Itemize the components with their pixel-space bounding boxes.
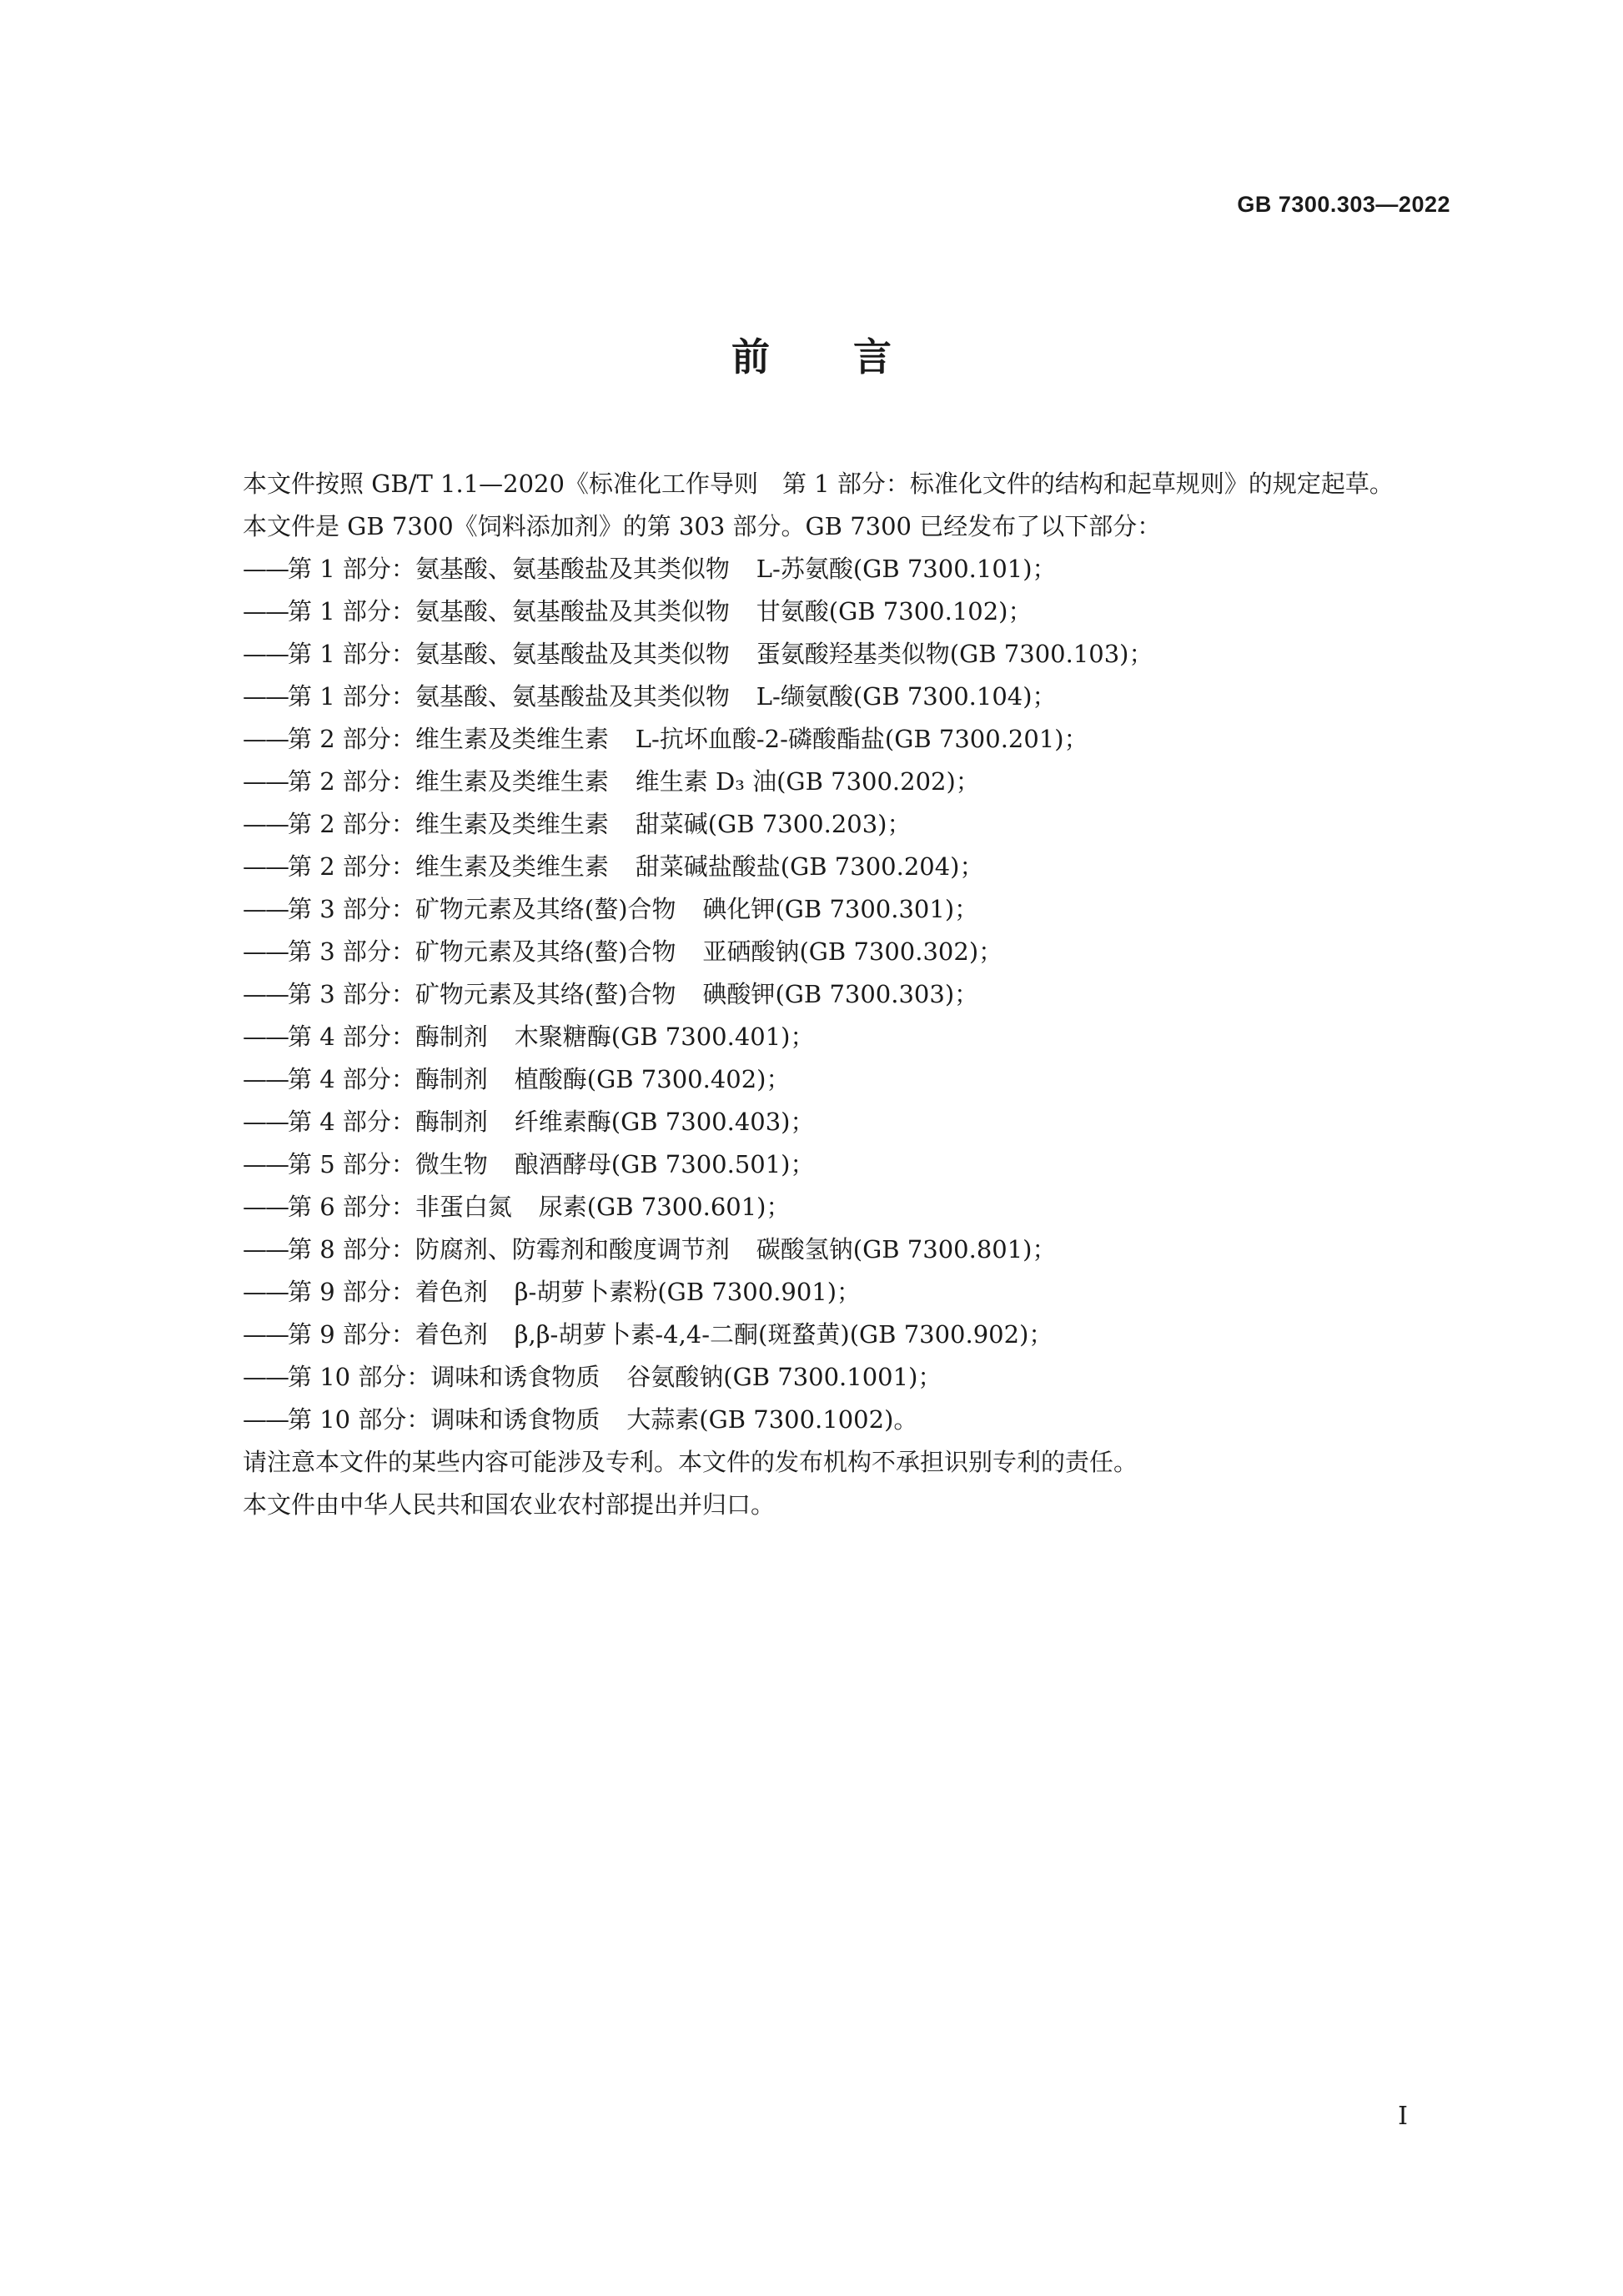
list-dash: —— — [243, 767, 288, 796]
list-item — [194, 1399, 1454, 1441]
part-title: 第 10 部分：调味和诱食物质 — [288, 1363, 600, 1391]
product-name: 甜菜碱盐酸盐 — [635, 852, 781, 881]
list-item — [194, 1016, 1454, 1058]
list-item — [194, 633, 1454, 676]
list-dash: —— — [243, 1278, 288, 1306]
part-title: 第 4 部分：酶制剂 — [288, 1065, 488, 1093]
part-title: 第 6 部分：非蛋白氮 — [288, 1193, 512, 1221]
list-item — [194, 888, 1454, 931]
list-item — [194, 676, 1454, 718]
page-title: 前言 — [731, 334, 975, 379]
product-name: 纤维素酶 — [514, 1108, 611, 1136]
product-name: 甘氨酸 — [756, 597, 829, 625]
list-item — [194, 718, 1454, 761]
list-dash: —— — [243, 1235, 288, 1264]
product-name: 谷氨酸钠 — [626, 1363, 724, 1391]
list-item — [194, 1271, 1454, 1314]
standard-code: (GB 7300.1001)； — [723, 1363, 942, 1391]
list-dash: —— — [243, 980, 288, 1008]
list-dash: —— — [243, 1108, 288, 1136]
standard-code: (GB 7300.104)； — [852, 682, 1057, 711]
standard-code: (GB 7300.601)； — [586, 1193, 791, 1221]
part-title: 第 4 部分：酶制剂 — [288, 1108, 488, 1136]
list-item — [194, 973, 1454, 1016]
list-item — [194, 931, 1454, 973]
product-name: β,β-胡萝卜素-4,4-二酮(斑蝥黄) — [514, 1320, 850, 1349]
product-name: 碳酸氢钠 — [756, 1235, 853, 1264]
standard-code: (GB 7300.302)； — [799, 937, 1003, 966]
part-title: 第 9 部分：着色剂 — [288, 1320, 488, 1349]
standard-code: (GB 7300.403)； — [611, 1108, 815, 1136]
product-name: β-胡萝卜素粉 — [514, 1278, 658, 1306]
standard-code: (GB 7300.801)； — [852, 1235, 1057, 1264]
patent-notice-paragraph: 请注意本文件的某些内容可能涉及专利。本文件的发布机构不承担识别专利的责任。 — [243, 1448, 1138, 1476]
part-title: 第 8 部分：防腐剂、防霉剂和酸度调节剂 — [288, 1235, 730, 1264]
page-number: I — [1398, 2102, 1408, 2131]
list-dash: —— — [243, 1405, 288, 1434]
standard-code: (GB 7300.303)； — [775, 980, 979, 1008]
product-name: 大蒜素 — [626, 1405, 700, 1434]
standard-code: (GB 7300.902)； — [849, 1320, 1053, 1349]
product-name: L-苏氨酸 — [756, 555, 853, 583]
part-title: 第 1 部分：氨基酸、氨基酸盐及其类似物 — [288, 682, 730, 711]
part-title: 第 10 部分：调味和诱食物质 — [288, 1405, 600, 1434]
product-name: 碘化钾 — [702, 895, 776, 923]
list-dash: —— — [243, 640, 288, 668]
list-dash: —— — [243, 1320, 288, 1349]
standard-code: (GB 7300.202)； — [776, 767, 980, 796]
list-dash: —— — [243, 1022, 288, 1051]
product-name: 甜菜碱 — [635, 810, 708, 838]
standard-number: GB 7300.303—2022 — [1237, 192, 1450, 217]
list-dash: —— — [243, 852, 288, 881]
standard-code: (GB 7300.501)； — [611, 1150, 815, 1178]
list-item — [194, 1356, 1454, 1399]
list-dash: —— — [243, 810, 288, 838]
list-dash: —— — [243, 682, 288, 711]
product-name: L-抗坏血酸-2-磷酸酯盐 — [635, 725, 885, 753]
part-title: 第 4 部分：酶制剂 — [288, 1022, 488, 1051]
list-dash: —— — [243, 1193, 288, 1221]
list-item — [194, 1101, 1454, 1143]
product-name: 蛋氨酸羟基类似物 — [756, 640, 950, 668]
list-dash: —— — [243, 937, 288, 966]
list-dash: —— — [243, 1065, 288, 1093]
list-item — [194, 846, 1454, 888]
product-name: 酿酒酵母 — [514, 1150, 611, 1178]
product-name: 尿素 — [538, 1193, 587, 1221]
standard-code: (GB 7300.203)； — [707, 810, 912, 838]
published-parts-list — [194, 548, 1454, 1441]
standard-code: (GB 7300.201)； — [884, 725, 1088, 753]
part-title: 第 2 部分：维生素及类维生素 — [288, 852, 609, 881]
product-name: 亚硒酸钠 — [702, 937, 800, 966]
list-item — [194, 1314, 1454, 1356]
list-item — [194, 761, 1454, 803]
list-dash: —— — [243, 895, 288, 923]
list-dash: —— — [243, 725, 288, 753]
intro-paragraph-scope: 本文件按照 GB/T 1.1—2020《标准化工作导则 第 1 部分：标准化文件的结构和起草规则》的规定起草。 — [243, 470, 1394, 498]
standard-code: (GB 7300.401)； — [611, 1022, 815, 1051]
standard-code: (GB 7300.204)； — [780, 852, 984, 881]
part-title: 第 1 部分：氨基酸、氨基酸盐及其类似物 — [288, 555, 730, 583]
list-item — [194, 1143, 1454, 1186]
list-item — [194, 548, 1454, 590]
standard-code: (GB 7300.101)； — [852, 555, 1057, 583]
standard-code: (GB 7300.402)； — [586, 1065, 791, 1093]
foreword-body — [194, 463, 1454, 1526]
list-item — [194, 803, 1454, 846]
list-dash: —— — [243, 597, 288, 625]
list-item — [194, 1058, 1454, 1101]
product-name: L-缬氨酸 — [756, 682, 853, 711]
list-dash: —— — [243, 1150, 288, 1178]
product-name: 碘酸钾 — [702, 980, 776, 1008]
intro-paragraph-parts: 本文件是 GB 7300《饲料添加剂》的第 303 部分。GB 7300 已经发布了以下部分： — [243, 512, 1162, 540]
standard-code: (GB 7300.103)； — [949, 640, 1153, 668]
part-title: 第 5 部分：微生物 — [288, 1150, 488, 1178]
part-title: 第 2 部分：维生素及类维生素 — [288, 810, 609, 838]
part-title: 第 3 部分：矿物元素及其络(螯)合物 — [288, 980, 676, 1008]
part-title: 第 9 部分：着色剂 — [288, 1278, 488, 1306]
proposer-paragraph: 本文件由中华人民共和国农业农村部提出并归口。 — [243, 1490, 776, 1519]
list-dash: —— — [243, 1363, 288, 1391]
product-name: 木聚糖酶 — [514, 1022, 611, 1051]
standard-code: (GB 7300.901)； — [657, 1278, 862, 1306]
part-title: 第 3 部分：矿物元素及其络(螯)合物 — [288, 895, 676, 923]
standard-code: (GB 7300.301)； — [775, 895, 979, 923]
list-dash: —— — [243, 555, 288, 583]
product-name: 植酸酶 — [514, 1065, 587, 1093]
standard-code: (GB 7300.102)； — [828, 597, 1033, 625]
part-title: 第 1 部分：氨基酸、氨基酸盐及其类似物 — [288, 640, 730, 668]
part-title: 第 2 部分：维生素及类维生素 — [288, 767, 609, 796]
list-item — [194, 1228, 1454, 1271]
list-item — [194, 1186, 1454, 1228]
list-item — [194, 590, 1454, 633]
standard-code: (GB 7300.1002)。 — [699, 1405, 918, 1434]
part-title: 第 2 部分：维生素及类维生素 — [288, 725, 609, 753]
part-title: 第 1 部分：氨基酸、氨基酸盐及其类似物 — [288, 597, 730, 625]
part-title: 第 3 部分：矿物元素及其络(螯)合物 — [288, 937, 676, 966]
product-name: 维生素 D₃ 油 — [635, 767, 777, 796]
